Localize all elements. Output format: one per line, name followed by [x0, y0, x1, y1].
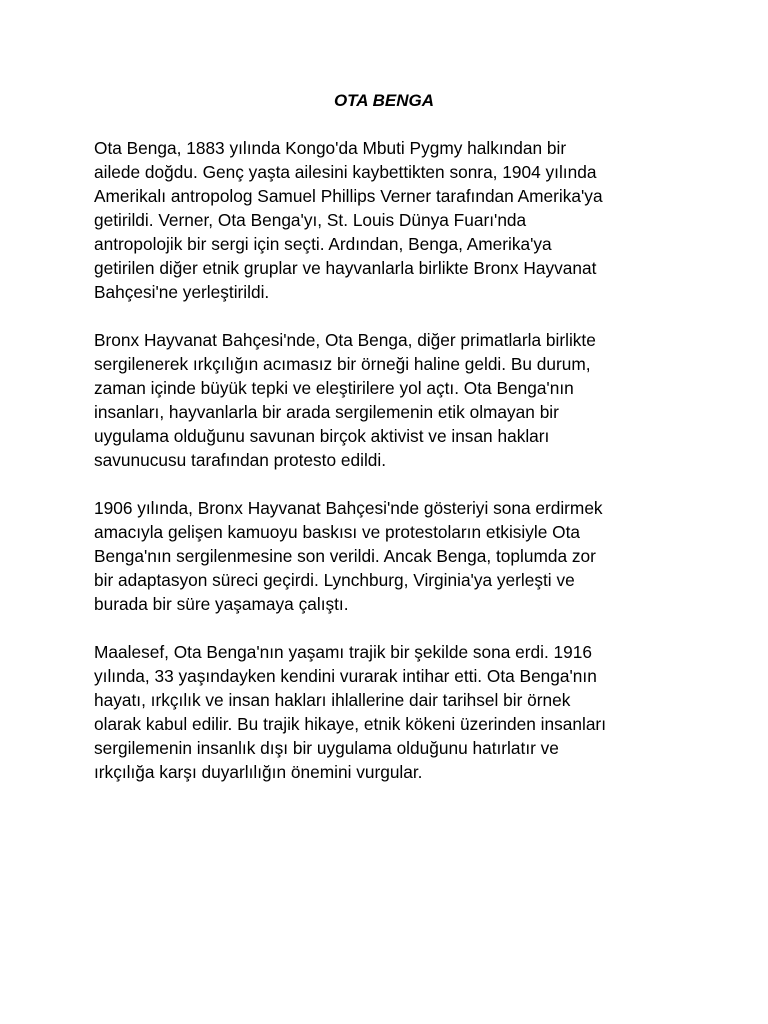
text-line: uygulama olduğunu savunan birçok aktivist ve insan hakları	[94, 426, 550, 446]
text-line: bir adaptasyon süreci geçirdi. Lynchburg, Virginia'ya yerleşti ve	[94, 570, 575, 590]
text-line: sergilenerek ırkçılığın acımasız bir örneği haline geldi. Bu durum,	[94, 354, 591, 374]
paragraph-3	[94, 496, 684, 616]
text-line: ırkçılığa karşı duyarlılığın önemini vurgular.	[94, 762, 423, 782]
text-line: getirilen diğer etnik gruplar ve hayvanlarla birlikte Bronx Hayvanat	[94, 258, 597, 278]
text-line: yılında, 33 yaşındayken kendini vurarak intihar etti. Ota Benga'nın	[94, 666, 597, 686]
paragraph-4	[94, 640, 684, 784]
text-line: antropolojik bir sergi için seçti. Ardından, Benga, Amerika'ya	[94, 234, 552, 254]
text-line: Amerikalı antropolog Samuel Phillips Verner tarafından Amerika'ya	[94, 186, 603, 206]
paragraph-2	[94, 328, 684, 472]
text-line: zaman içinde büyük tepki ve eleştirilere yol açtı. Ota Benga'nın	[94, 378, 574, 398]
text-line: ailede doğdu. Genç yaşta ailesini kaybettikten sonra, 1904 yılında	[94, 162, 597, 182]
text-line: burada bir süre yaşamaya çalıştı.	[94, 594, 349, 614]
text-line: Benga'nın sergilenmesine son verildi. Ancak Benga, toplumda zor	[94, 546, 596, 566]
text-line: Bahçesi'ne yerleştirildi.	[94, 282, 270, 302]
text-line: sergilemenin insanlık dışı bir uygulama olduğunu hatırlatır ve	[94, 738, 559, 758]
text-line: hayatı, ırkçılık ve insan hakları ihlallerine dair tarihsel bir örnek	[94, 690, 571, 710]
document-title: OTA BENGA	[333, 91, 435, 110]
text-line: insanları, hayvanlarla bir arada sergilemenin etik olmayan bir	[94, 402, 559, 422]
text-line: Maalesef, Ota Benga'nın yaşamı trajik bir şekilde sona erdi. 1916	[94, 642, 593, 662]
document-body	[94, 136, 684, 808]
text-line: 1906 yılında, Bronx Hayvanat Bahçesi'nde gösteriyi sona erdirmek	[94, 498, 603, 518]
text-line: Ota Benga, 1883 yılında Kongo'da Mbuti Pygmy halkından bir	[94, 138, 567, 158]
text-line: olarak kabul edilir. Bu trajik hikaye, etnik kökeni üzerinden insanları	[94, 714, 606, 734]
text-line: savunucusu tarafından protesto edildi.	[94, 450, 387, 470]
paragraph-1	[94, 136, 684, 304]
text-line: amacıyla gelişen kamuoyu baskısı ve protestoların etkisiyle Ota	[94, 522, 581, 542]
text-line: getirildi. Verner, Ota Benga'yı, St. Louis Dünya Fuarı'nda	[94, 210, 527, 230]
text-line: Bronx Hayvanat Bahçesi'nde, Ota Benga, diğer primatlarla birlikte	[94, 330, 596, 350]
